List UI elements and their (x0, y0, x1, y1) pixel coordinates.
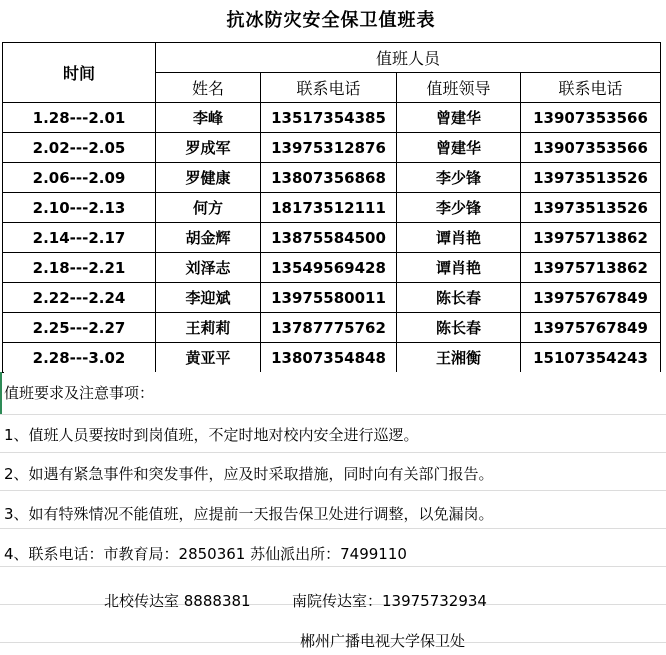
time-cell: 2.25---2.27 (3, 313, 156, 343)
leader-phone-cell: 13907353566 (521, 103, 661, 133)
phone-cell: 13807354848 (261, 343, 397, 373)
phone-cell: 13549569428 (261, 253, 397, 283)
phone-cell: 13807356868 (261, 163, 397, 193)
leader-phone-cell: 13907353566 (521, 133, 661, 163)
time-cell: 2.14---2.17 (3, 223, 156, 253)
time-cell: 2.28---3.02 (3, 343, 156, 373)
selected-cell-marker (0, 372, 2, 414)
phone-cell: 13517354385 (261, 103, 397, 133)
note-item: 1、值班人员要按时到岗值班，不定时地对校内安全进行巡逻。 (4, 426, 419, 444)
table-row (3, 223, 661, 253)
leader-cell: 王湘衡 (397, 343, 521, 373)
column-header-name: 姓名 (156, 73, 261, 103)
table-row (3, 133, 661, 163)
time-cell: 2.22---2.24 (3, 283, 156, 313)
name-cell: 黄亚平 (156, 343, 261, 373)
leader-phone-cell: 13975713862 (521, 253, 661, 283)
name-cell: 罗成军 (156, 133, 261, 163)
name-cell: 罗健康 (156, 163, 261, 193)
time-cell: 2.10---2.13 (3, 193, 156, 223)
leader-cell: 曾建华 (397, 133, 521, 163)
column-header-leader: 值班领导 (397, 73, 521, 103)
phone-cell: 13975312876 (261, 133, 397, 163)
leader-cell: 李少锋 (397, 163, 521, 193)
phone-cell: 13875584500 (261, 223, 397, 253)
leader-phone-cell: 13975767849 (521, 313, 661, 343)
duty-table (2, 42, 661, 373)
note-item: 2、如遇有紧急事件和突发事件，应及时采取措施，同时向有关部门报告。 (4, 465, 494, 483)
table-row (3, 283, 661, 313)
leader-phone-cell: 13975713862 (521, 223, 661, 253)
table-row (3, 343, 661, 373)
leader-phone-cell: 13973513526 (521, 163, 661, 193)
leader-cell: 谭肖艳 (397, 223, 521, 253)
time-cell: 2.02---2.05 (3, 133, 156, 163)
table-row (3, 163, 661, 193)
note-item: 4、联系电话：市教育局：2850361 苏仙派出所：7499110 (4, 545, 407, 563)
note-item: 3、如有特殊情况不能值班，应提前一天报告保卫处进行调整，以免漏岗。 (4, 505, 494, 523)
time-cell: 2.18---2.21 (3, 253, 156, 283)
page-title: 抗冰防灾安全保卫值班表 (226, 10, 436, 31)
name-cell: 李峰 (156, 103, 261, 133)
leader-cell: 陈长春 (397, 313, 521, 343)
time-cell: 1.28---2.01 (3, 103, 156, 133)
duty-table-body (3, 103, 661, 373)
time-cell: 2.06---2.09 (3, 163, 156, 193)
notes-heading-cell (4, 372, 666, 414)
column-header-leader-phone: 联系电话 (521, 73, 661, 103)
leader-cell: 陈长春 (397, 283, 521, 313)
phone-cell: 13975580011 (261, 283, 397, 313)
table-row (3, 313, 661, 343)
time-header: 时间 (3, 43, 156, 103)
leader-cell: 曾建华 (397, 103, 521, 133)
name-cell: 刘泽志 (156, 253, 261, 283)
table-row (3, 253, 661, 283)
phone-cell: 18173512111 (261, 193, 397, 223)
north-campus-phone: 北校传达室 8888381 (104, 592, 251, 610)
organization-signature: 郴州广播电视大学保卫处 (300, 632, 466, 650)
table-row (3, 103, 661, 133)
notes-heading: 值班要求及注意事项： (4, 384, 155, 402)
duty-staff-header: 值班人员 (156, 43, 661, 73)
leader-phone-cell: 13973513526 (521, 193, 661, 223)
phone-cell: 13787775762 (261, 313, 397, 343)
name-cell: 王莉莉 (156, 313, 261, 343)
table-row (3, 193, 661, 223)
name-cell: 胡金辉 (156, 223, 261, 253)
leader-phone-cell: 15107354243 (521, 343, 661, 373)
name-cell: 李迎斌 (156, 283, 261, 313)
leader-cell: 谭肖艳 (397, 253, 521, 283)
leader-cell: 李少锋 (397, 193, 521, 223)
column-header-phone: 联系电话 (261, 73, 397, 103)
leader-phone-cell: 13975767849 (521, 283, 661, 313)
south-campus-phone: 南院传达室：13975732934 (292, 592, 487, 610)
name-cell: 何方 (156, 193, 261, 223)
table-header-row (3, 43, 661, 73)
